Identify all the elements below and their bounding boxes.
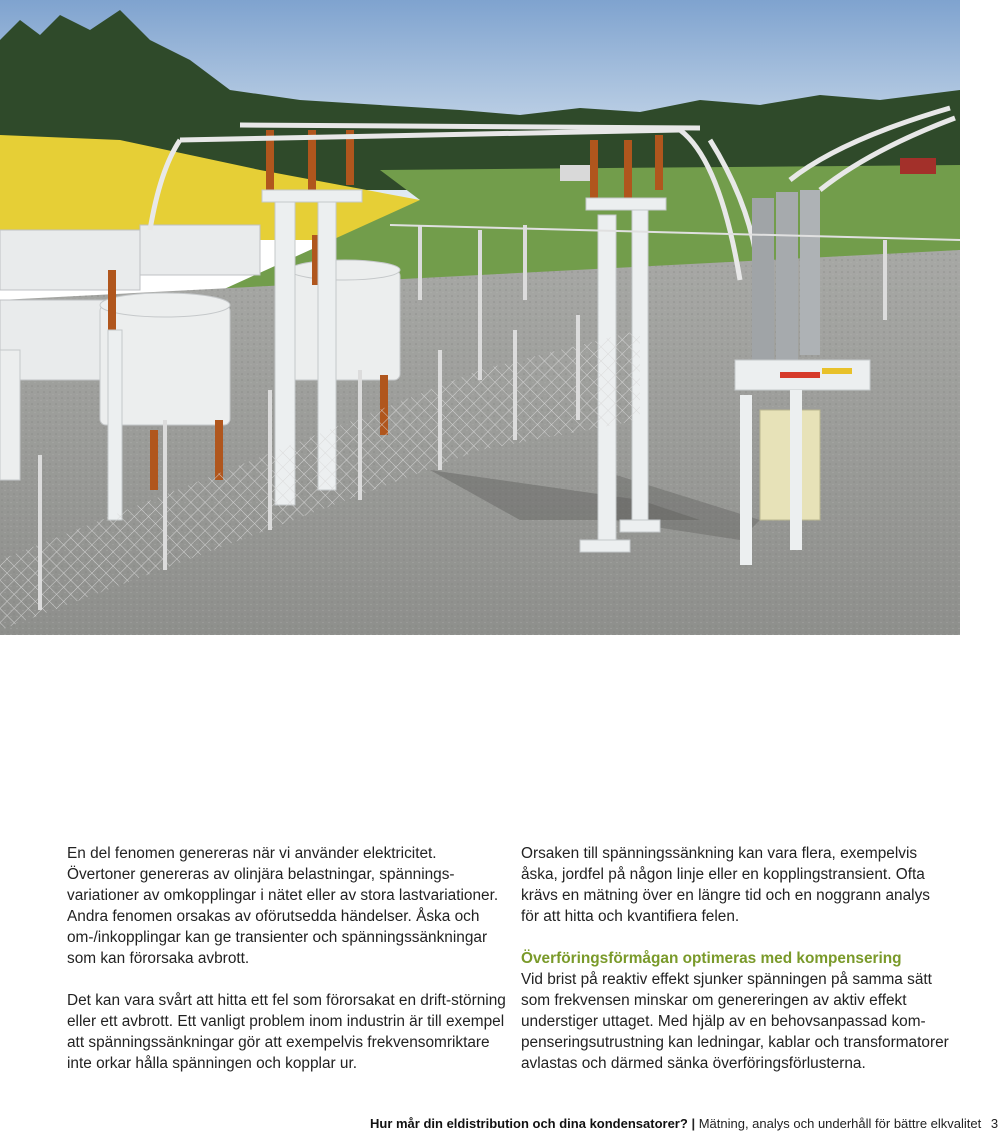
page-footer <box>370 1116 998 1132</box>
right-paragraph-1: Orsaken till spänningssänkning kan vara flera, exempelvis åska, jordfel på någon linje eller en kopplingstransient. Ofta krävs en mätning över en längre tid och en noggrann analys för att hitta och kvantifiera felen. <box>521 845 930 925</box>
footer-title: Hur mår din eldistribution och dina kondensatorer? <box>370 1116 688 1131</box>
left-paragraph-1: En del fenomen genereras när vi använder elektricitet. Övertoner genereras av olinjära belastningar, spännings-variationer av omkopplingar i nätet eller av stora lastvariationer. Andra fenomen orsakas av oförutsedda händelser. Åska och om-/inkopplingar kan ge transienter och spänningssänkningar som kan förorsaka avbrott. <box>67 845 499 967</box>
left-column <box>67 843 507 1074</box>
right-paragraph-2: Vid brist på reaktiv effekt sjunker spänningen på samma sätt som frekvensen minskar om genereringen av aktiv effekt understiger uttaget. Med hjälp av en behovsanpassad kom-penseringsutrustning kan ledningar, kablar och transformatorer avlastas och därmed sänka överföringsförlusterna. <box>521 971 949 1072</box>
footer-separator: | <box>691 1116 696 1131</box>
right-column <box>521 843 951 1074</box>
left-paragraph-2: Det kan vara svårt att hitta ett fel som förorsakat en drift-störning eller ett avbrott. Ett vanligt problem inom industrin är till exempel att spänningssänkningar gör att exempelvis frekvensomriktare inte orkar hålla spänningen och kopplar ur. <box>67 992 506 1072</box>
page-number: 3 <box>990 1116 998 1131</box>
footer-subtitle: Mätning, analys och underhåll för bättre elkvalitet <box>698 1116 982 1131</box>
section-subheading: Överföringsförmågan optimeras med kompensering <box>521 950 902 967</box>
